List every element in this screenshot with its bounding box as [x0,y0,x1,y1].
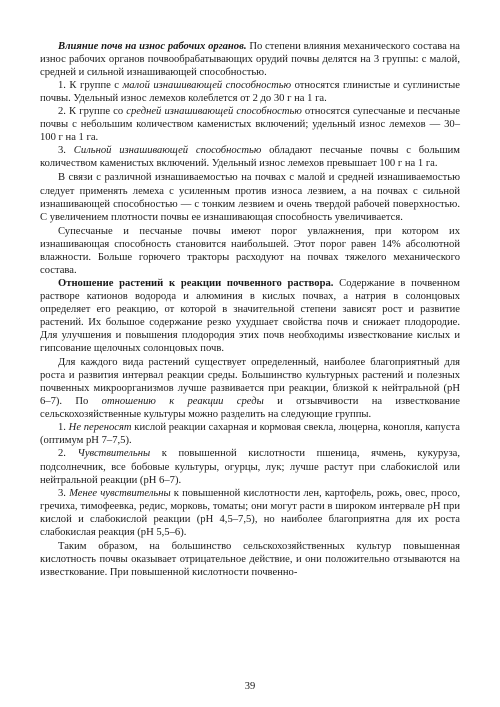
list-text: обладают песчаные почвы с большим количеством каменистых включений. Удельный износ лемехов превышает 100 г на 1 га. [40,145,460,170]
list-item-group-3 [40,144,460,170]
list-item-crop-group-2 [40,447,460,486]
italic-term: средней изнашивающей способностью [126,106,302,118]
page-number: 39 [244,681,256,692]
paragraph-soil-reaction-intro [40,277,460,355]
list-number: 1. [58,422,69,434]
italic-term: Чувствительны [77,448,151,460]
paragraph-reaction-interval [40,356,460,421]
paragraph-text: и отзывчивости на известкование сельскохозяйственные культуры можно разделить на следующие группы. [40,396,460,421]
list-item-crop-group-1 [40,421,460,447]
list-number: 2. [58,448,78,460]
body-text [40,40,460,579]
list-item-group-1 [40,79,460,105]
list-text: к повышенной кислотности лен, картофель, рожь, овес, просо, гречиха, тимофеевка, редис, морковь, томаты; они могут расти в широком интервале рН при кислой и слабокислой реакции (рН 4,5–7,5), но наиболее благоприятна для их роста слабокислая реакция (рН 5,5–6). [40,487,461,538]
section-heading-soil-wear: Влияние почв на износ рабочих органов. [58,41,247,52]
list-number: 3. [58,487,70,499]
italic-term: Сильной изнашивающей способностью [73,145,262,157]
list-text: относятся глинистые и суглинистые почвы. Удельный износ лемехов колеблется от 2 до 30 г на 1 га. [40,80,460,105]
paragraph-text: Содержание в почвенном растворе катионов водорода и алюминия в кислых почвах, а натрия в солонцовых определяет его реакцию, от которой в значительной степени зависят рост и развитие растений. Их большое содержание резко ухудшает свойства почв и снижает плодородие. Для улучшения и повышения плодородия этих почв необходимы известкование кислых и гипсование щелочных солонцовых почв. [40,277,460,355]
list-number: 2. К группе со [58,106,127,118]
paragraph-text: Для каждого вида растений существует определенный, наиболее благоприятный для роста и развития интервал реакции среды. Большинство культурных растений и полезных почвенных микроорганизмов лучше развивается при реакции, близкой к нейтральной (рН 6–7). По [40,357,460,408]
paragraph-wear-application: В связи с различной изнашиваемостью на почвах с малой и средней изнашиваемостью следует применять лемеха с усиленным против износа лезвием, а на почвах с сильной изнашивающей способностью — с тонким лезвием и очень твердой рабочей поверхностью. С увеличением плотности почвы ее изнашивающая способность увеличивается. [40,172,460,223]
list-number: 1. К группе с [58,80,123,92]
list-item-group-2 [40,105,460,144]
italic-term: Менее чувствительны [69,487,171,499]
list-text: кислой реакции сахарная и кормовая свекла, люцерна, конопля, капуста (оптимум рН 7–7,5). [40,422,460,447]
italic-term: малой изнашивающей способностью [122,80,292,92]
section-heading-soil-reaction: Отношение растений к реакции почвенного раствора. [58,277,334,289]
paragraph-soil-wear-intro [40,40,460,79]
paragraph-closing: Таким образом, на большинство сельскохозяйственных культур повышенная кислотность почвы оказывает отрицательное действие, и они положительно отзываются на известкование. При повышенной кислотности почвенно- [40,540,460,578]
paragraph-text: По степени влияния механического состава на износ рабочих органов почвообрабатывающих орудий почвы делятся на 3 группы: с малой, средней и сильной изнашивающей способностью. [40,41,461,79]
italic-term: отношению к реакции среды [101,396,264,408]
list-item-crop-group-3 [40,487,460,539]
list-text: к повышенной кислотности пшеница, ячмень, кукуруза, подсолнечник, все бобовые культуры, огурцы, лук; лучше растут при слабокислой или нейтральной реакции (рН 6–7). [40,448,460,486]
list-text: относятся супесчаные и песчаные почвы с небольшим количеством каменистых включений; удельный износ лемехов — 30–100 г на 1 га. [40,106,460,144]
italic-term: Не переносят [68,422,132,434]
paragraph-moisture-threshold: Супесчаные и песчаные почвы имеют порог увлажнения, при котором их изнашивающая способность становится наибольшей. Этот порог равен 14% абсолютной влажности. Больше горючего тракторы расходуют на почвах тяжелого механического состава. [40,225,460,276]
list-number: 3. [58,145,74,157]
